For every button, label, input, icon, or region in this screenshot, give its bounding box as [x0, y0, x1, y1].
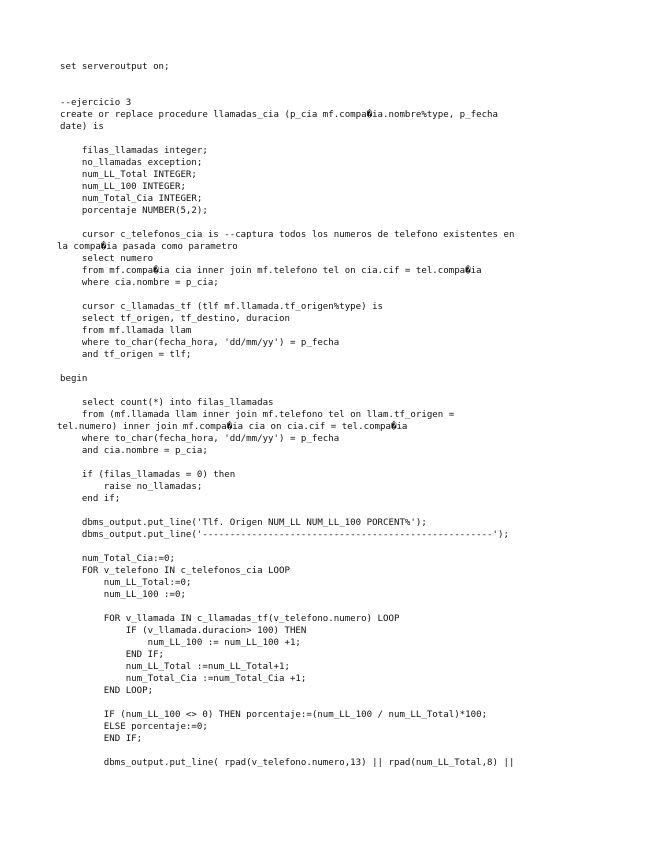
code-line — [60, 697, 620, 709]
code-line: cursor c_llamadas_tf (tlf mf.llamada.tf_origen%type) is — [60, 302, 384, 312]
code-line: and tf_origen = tlf; — [60, 350, 192, 360]
code-line: dbms_output.put_line('-----------------------------------------------------'); — [60, 530, 509, 540]
code-line: where to_char(fecha_hora, 'dd/mm/yy') = p_fecha — [60, 434, 340, 444]
code-line: num_LL_Total :=num_LL_Total+1; — [60, 662, 290, 672]
code-line — [60, 541, 620, 553]
code-line: date) is — [60, 122, 104, 132]
code-line — [60, 289, 620, 301]
code-line — [60, 385, 620, 397]
code-line: IF (v_llamada.duracion> 100) THEN — [60, 626, 307, 636]
code-line: num_LL_100 :=0; — [60, 590, 186, 600]
code-line: no_llamadas exception; — [60, 158, 203, 168]
code-line: num_Total_Cia :=num_Total_Cia +1; — [60, 674, 307, 684]
code-listing — [57, 61, 620, 769]
code-line: END IF; — [60, 734, 143, 744]
code-line: --ejercicio 3 — [60, 98, 132, 108]
code-line: FOR v_llamada IN c_llamadas_tf(v_telefono.numero) LOOP — [60, 614, 400, 624]
code-line — [60, 745, 620, 757]
code-line: end if; — [60, 494, 121, 504]
code-line: create or replace procedure llamadas_cia (p_cia mf.compa�ia.nombre%type, p_fecha — [60, 110, 498, 120]
code-line: from mf.compa�ia cia inner join mf.telefono tel on cia.cif = tel.compa�ia — [60, 266, 482, 276]
code-line — [60, 217, 620, 229]
code-line: from (mf.llamada llam inner join mf.telefono tel on llam.tf_origen = — [60, 410, 455, 420]
code-line: ELSE porcentaje:=0; — [60, 722, 208, 732]
code-line: where to_char(fecha_hora, 'dd/mm/yy') = p_fecha — [60, 338, 340, 348]
code-line: dbms_output.put_line('Tlf. Origen NUM_LL NUM_LL_100 PORCENT%'); — [60, 518, 427, 528]
code-line: raise no_llamadas; — [60, 482, 203, 492]
code-line: num_Total_Cia INTEGER; — [60, 194, 203, 204]
code-line: la compa�ia pasada como parametro — [57, 242, 238, 252]
code-line: FOR v_telefono IN c_telefonos_cia LOOP — [60, 566, 290, 576]
code-line: and cia.nombre = p_cia; — [60, 446, 208, 456]
code-line: END IF; — [60, 650, 165, 660]
code-line — [60, 601, 620, 613]
code-line: num_LL_100 INTEGER; — [60, 182, 186, 192]
code-line: begin — [60, 374, 88, 384]
code-line: if (filas_llamadas = 0) then — [60, 470, 236, 480]
code-line — [60, 85, 620, 97]
code-line: from mf.llamada llam — [60, 326, 192, 336]
code-line — [60, 133, 620, 145]
code-line: num_Total_Cia:=0; — [60, 554, 175, 564]
code-line: select numero — [60, 254, 154, 264]
code-line: where cia.nombre = p_cia; — [60, 278, 219, 288]
code-line: END LOOP; — [60, 686, 154, 696]
code-line: num_LL_100 := num_LL_100 +1; — [60, 638, 301, 648]
code-line — [60, 361, 620, 373]
code-line — [60, 73, 620, 85]
code-line: set serveroutput on; — [60, 62, 170, 72]
code-line: dbms_output.put_line( rpad(v_telefono.numero,13) || rpad(num_LL_Total,8) || — [60, 758, 515, 768]
code-line: num_LL_Total:=0; — [60, 578, 192, 588]
code-line: IF (num_LL_100 <> 0) THEN porcentaje:=(num_LL_100 / num_LL_Total)*100; — [60, 710, 488, 720]
code-line: filas_llamadas integer; — [60, 146, 208, 156]
code-line: select tf_origen, tf_destino, duracion — [60, 314, 290, 324]
code-line — [60, 457, 620, 469]
code-line: num_LL_Total INTEGER; — [60, 170, 197, 180]
code-line: tel.numero) inner join mf.compa�ia cia on cia.cif = tel.compa�ia — [57, 422, 408, 432]
code-line: porcentaje NUMBER(5,2); — [60, 206, 208, 216]
code-line: cursor c_telefonos_cia is --captura todos los numeros de telefono existentes en — [60, 230, 515, 240]
code-line — [60, 505, 620, 517]
code-line: select count(*) into filas_llamadas — [60, 398, 274, 408]
